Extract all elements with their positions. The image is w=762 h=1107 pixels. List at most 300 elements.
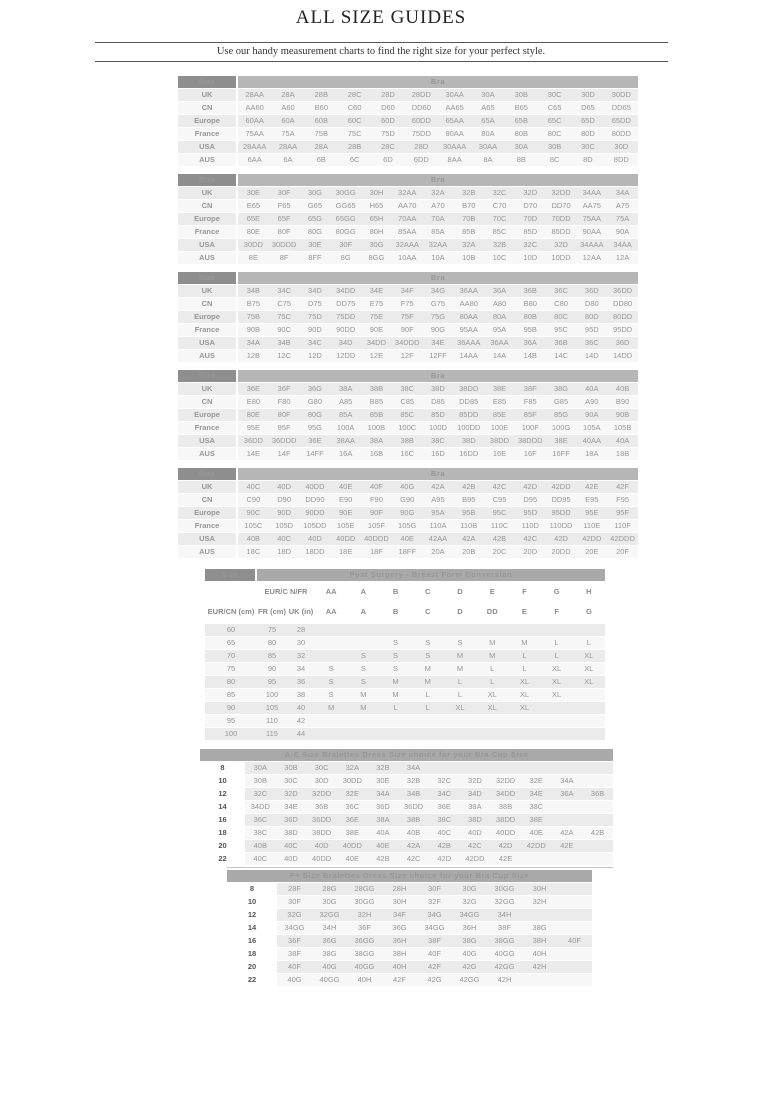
conversion-cell	[573, 702, 605, 715]
bra-size-cell: 30E	[368, 775, 399, 788]
size-cell: E95	[576, 494, 607, 507]
size-cell: 38D	[423, 383, 454, 396]
conversion-cell	[379, 715, 411, 728]
dress-size-label: 16	[227, 935, 277, 948]
size-cell: 75DD	[330, 311, 361, 324]
size-cell: 36AA	[484, 337, 515, 350]
bra-size-cell: 36B	[306, 801, 337, 814]
column-header: UK (in)	[287, 602, 315, 624]
region-label: France	[178, 324, 238, 337]
bra-size-cell: 40C	[429, 827, 460, 840]
bra-size-cell	[557, 922, 592, 935]
size-cell: 8F	[269, 252, 300, 265]
size-cell: 6DD	[405, 154, 438, 167]
cup-header: A	[347, 582, 379, 602]
conversion-cell: XL	[541, 689, 573, 702]
size-cell: A90	[576, 396, 607, 409]
region-label: Europe	[178, 311, 238, 324]
bralettes-ae-section	[0, 749, 762, 866]
size-cell: 105E	[330, 520, 361, 533]
bralette-row	[200, 775, 613, 788]
bralette-row	[200, 827, 613, 840]
size-cell: 34AA	[607, 239, 638, 252]
post-row	[205, 676, 605, 689]
size-cell: 95C	[546, 324, 577, 337]
size-cell: 28D	[371, 89, 404, 102]
bra-size-cell: 40GG	[487, 948, 522, 961]
size-cell: 8B	[505, 154, 538, 167]
bra-size-cell	[557, 896, 592, 909]
size-cell: 40A	[576, 383, 607, 396]
size-cell: 6C	[338, 154, 371, 167]
conversion-cell: L	[412, 702, 444, 715]
size-cell: 30AA	[438, 89, 471, 102]
size-cell: 36F	[269, 383, 300, 396]
size-cell: 75F	[392, 311, 423, 324]
size-cell: 85F	[515, 409, 546, 422]
size-cell: 30GG	[330, 187, 361, 200]
size-cell: 95G	[300, 422, 331, 435]
bra-row	[178, 187, 638, 200]
size-cell: 90G	[392, 507, 423, 520]
conversion-cell: M	[444, 663, 476, 676]
size-cell: DD85	[453, 396, 484, 409]
bra-size-cell: 30C	[276, 775, 307, 788]
bra-row	[178, 200, 638, 213]
size-cell: 80C	[538, 128, 571, 141]
size-cell: 90DD	[300, 507, 331, 520]
size-cell: 6D	[371, 154, 404, 167]
conversion-cell: 30	[287, 637, 315, 650]
size-cell: 95A	[423, 507, 454, 520]
size-cell: AA65	[438, 102, 471, 115]
bra-row	[178, 533, 638, 546]
size-cell: 32A	[423, 187, 454, 200]
bra-size-cell: 40F	[557, 935, 592, 948]
conversion-cell	[444, 715, 476, 728]
size-cell: 12DD	[330, 350, 361, 363]
conversion-cell	[541, 728, 573, 741]
conversion-cell: L	[444, 676, 476, 689]
bra-size-cell: 32C	[245, 788, 276, 801]
bra-size-cell: 40B	[398, 827, 429, 840]
size-cell: 80B	[505, 128, 538, 141]
bra-size-cell: 30F	[417, 883, 452, 896]
size-cell: 28B	[338, 141, 371, 154]
size-cell: 40D	[269, 481, 300, 494]
size-cell: 36G	[300, 383, 331, 396]
size-cell: 32A	[453, 239, 484, 252]
bra-size-cell: 40DD	[306, 853, 337, 866]
size-cell: 14B	[515, 350, 546, 363]
conversion-cell	[476, 624, 508, 637]
bra-size-cell: 38G	[522, 922, 557, 935]
size-cell: C70	[484, 200, 515, 213]
size-cell: 100B	[361, 422, 392, 435]
conversion-cell: XL	[476, 702, 508, 715]
bra-size-cell	[490, 762, 521, 775]
size-cell: 40A	[607, 435, 638, 448]
size-cell: 14C	[546, 350, 577, 363]
size-cell: 100DD	[453, 422, 484, 435]
bra-size-cell: 42E	[490, 853, 521, 866]
bra-size-cell: 38A	[460, 801, 491, 814]
bra-size-cell: 30DD	[337, 775, 368, 788]
bra-size-cell	[582, 814, 613, 827]
conversion-cell: XL	[541, 663, 573, 676]
conversion-cell	[508, 624, 540, 637]
conversion-cell: XL	[573, 676, 605, 689]
bra-row	[178, 337, 638, 350]
conversion-cell: S	[379, 650, 411, 663]
bra-size-cell: 34E	[521, 788, 552, 801]
post-row	[205, 624, 605, 637]
size-cell: 90F	[361, 507, 392, 520]
size-cell: B80	[515, 298, 546, 311]
size-cell: 30H	[361, 187, 392, 200]
size-cell: G75	[423, 298, 454, 311]
bra-size-cell: 34DD	[245, 801, 276, 814]
bra-size-cell	[557, 909, 592, 922]
bra-size-cell: 42B	[429, 840, 460, 853]
bra-size-cell	[582, 801, 613, 814]
cup-header: AA	[315, 582, 347, 602]
size-cell: 40DD	[300, 481, 331, 494]
conversion-cell: 40	[287, 702, 315, 715]
bra-size-cell	[552, 801, 583, 814]
conversion-cell: 32	[287, 650, 315, 663]
bra-size-cell: 34D	[460, 788, 491, 801]
bra-size-cell: 36GG	[347, 935, 382, 948]
bra-size-cell: 42H	[487, 974, 522, 987]
bra-size-cell: 40DD	[337, 840, 368, 853]
size-cell: 70AA	[392, 213, 423, 226]
size-cell: 110A	[423, 520, 454, 533]
bra-size-cell: 30B	[276, 762, 307, 775]
bra-size-cell: 36DD	[306, 814, 337, 827]
size-cell: 30D	[605, 141, 638, 154]
size-cell: 36C	[576, 337, 607, 350]
bra-size-cell: 40B	[245, 840, 276, 853]
conversion-cell: S	[315, 676, 347, 689]
size-cell: 95E	[576, 507, 607, 520]
size-cell: 65A	[471, 115, 504, 128]
size-cell: 38A	[330, 383, 361, 396]
conversion-cell	[573, 689, 605, 702]
size-cell: D85	[423, 396, 454, 409]
bra-size-cell: 36B	[582, 788, 613, 801]
conversion-cell: 100	[257, 689, 287, 702]
size-cell: 28D	[405, 141, 438, 154]
bra-size-cell: 28G	[312, 883, 347, 896]
size-cell: 10D	[515, 252, 546, 265]
conversion-cell: XL	[508, 676, 540, 689]
size-cell: 30G	[361, 239, 392, 252]
bra-size-cell: 36H	[452, 922, 487, 935]
bra-size-table-2	[178, 174, 638, 265]
bra-size-cell: 36E	[337, 814, 368, 827]
size-cell: 34DDD	[392, 337, 423, 350]
bra-size-cell: 32H	[522, 896, 557, 909]
conversion-cell: L	[476, 676, 508, 689]
size-cell: 12F	[392, 350, 423, 363]
bralettes-fplus-section	[0, 870, 762, 987]
post-row	[205, 728, 605, 741]
size-cell: 36E	[238, 383, 269, 396]
bra-row	[178, 409, 638, 422]
size-cell: 65F	[269, 213, 300, 226]
size-cell: 75DD	[405, 128, 438, 141]
size-cell: 36AAA	[453, 337, 484, 350]
size-cell: 60A	[271, 115, 304, 128]
bra-size-cell: 38C	[245, 827, 276, 840]
size-cell: 70DD	[546, 213, 577, 226]
bra-size-cell: 34GG	[417, 922, 452, 935]
conversion-cell	[315, 715, 347, 728]
size-cell: 85C	[392, 409, 423, 422]
size-cell: 32AA	[423, 239, 454, 252]
size-cell: 30B	[538, 141, 571, 154]
region-label: CN	[178, 200, 238, 213]
bra-band: Bra	[238, 174, 638, 187]
size-cell: 30DDD	[269, 239, 300, 252]
bra-size-cell	[557, 883, 592, 896]
bra-size-cell: 40DD	[490, 827, 521, 840]
conversion-cell	[541, 715, 573, 728]
bra-size-cell	[582, 853, 613, 866]
size-cell: 36A	[515, 337, 546, 350]
size-cell: 16F	[515, 448, 546, 461]
conversion-cell: 90	[257, 663, 287, 676]
size-cell: 18F	[361, 546, 392, 559]
size-cell: 70A	[423, 213, 454, 226]
size-cell: D65	[571, 102, 604, 115]
size-cell: 12AA	[576, 252, 607, 265]
size-cell: F85	[515, 396, 546, 409]
size-cell: 38B	[392, 435, 423, 448]
size-cell: 42A	[453, 533, 484, 546]
size-cell: 40E	[392, 533, 423, 546]
size-cell: F90	[361, 494, 392, 507]
size-cell: 38E	[484, 383, 515, 396]
size-cell: 38C	[423, 435, 454, 448]
column-header: B	[379, 602, 411, 624]
bra-size-cell: 42GG	[452, 974, 487, 987]
size-cell: 8DD	[605, 154, 638, 167]
size-cell: F95	[607, 494, 638, 507]
bra-size-table-3	[178, 272, 638, 363]
bra-size-cell: 42D	[490, 840, 521, 853]
bra-row	[178, 422, 638, 435]
bra-row	[178, 546, 638, 559]
size-cell: 110E	[576, 520, 607, 533]
size-cell: 34E	[423, 337, 454, 350]
conversion-cell	[444, 624, 476, 637]
bra-size-cell: 40E	[521, 827, 552, 840]
bra-band: Bra	[238, 76, 638, 89]
size-cell: 70B	[453, 213, 484, 226]
bra-size-cell: 32C	[429, 775, 460, 788]
conversion-cell: S	[347, 676, 379, 689]
bra-size-cell: 38D	[276, 827, 307, 840]
bra-size-cell: 38F	[487, 922, 522, 935]
column-header: C	[412, 602, 444, 624]
conversion-cell	[412, 728, 444, 741]
bra-size-cell: 36G	[312, 935, 347, 948]
bra-size-cell: 30A	[245, 762, 276, 775]
bra-size-cell: 36D	[276, 814, 307, 827]
column-header: FR (cm)	[257, 602, 287, 624]
conversion-cell	[541, 624, 573, 637]
size-cell: E90	[330, 494, 361, 507]
size-cell: 34DD	[330, 285, 361, 298]
size-cell: 80D	[576, 311, 607, 324]
bra-size-cell: 40E	[337, 853, 368, 866]
size-cell: 100E	[484, 422, 515, 435]
size-cell: 8FF	[300, 252, 331, 265]
bra-size-cell: 32B	[368, 762, 399, 775]
bra-size-cell: 42GG	[487, 961, 522, 974]
conversion-cell: 60	[205, 624, 257, 637]
size-cell: D75	[300, 298, 331, 311]
conversion-cell	[444, 728, 476, 741]
cup-header: C	[412, 582, 444, 602]
size-cell: 80G	[300, 226, 331, 239]
conversion-cell	[347, 637, 379, 650]
size-cell: 65DD	[605, 115, 638, 128]
conversion-cell: L	[379, 702, 411, 715]
size-cell: 38F	[515, 383, 546, 396]
size-cell: 42F	[607, 481, 638, 494]
bra-row	[178, 128, 638, 141]
size-cell: 32B	[484, 239, 515, 252]
size-cell: 75A	[271, 128, 304, 141]
size-cell: 16E	[484, 448, 515, 461]
region-label: Europe	[178, 507, 238, 520]
size-cell: D90	[269, 494, 300, 507]
size-cell: 6A	[271, 154, 304, 167]
size-cell: A70	[423, 200, 454, 213]
bra-size-cell: 38H	[522, 935, 557, 948]
bra-band: Bra	[238, 468, 638, 481]
bra-size-cell	[552, 814, 583, 827]
size-cell: 18A	[576, 448, 607, 461]
size-cell: 42D	[515, 481, 546, 494]
size-cell: 75E	[361, 311, 392, 324]
size-cell: D95	[515, 494, 546, 507]
size-cell: 80H	[361, 226, 392, 239]
size-cell: AA80	[453, 298, 484, 311]
size-cell: 34AAA	[576, 239, 607, 252]
region-label: UK	[178, 285, 238, 298]
bra-row	[178, 154, 638, 167]
conversion-cell: 65	[205, 637, 257, 650]
size-cell: C90	[238, 494, 269, 507]
size-cell: 28A	[271, 89, 304, 102]
bra-row	[178, 115, 638, 128]
size-cell: E65	[238, 200, 269, 213]
dress-size-label: 10	[200, 775, 245, 788]
size-cell: 105D	[269, 520, 300, 533]
bra-size-cell: 38B	[398, 814, 429, 827]
bralette-row	[227, 974, 592, 987]
size-cell: 8D	[571, 154, 604, 167]
dress-size-label: 14	[200, 801, 245, 814]
size-cell: 90G	[423, 324, 454, 337]
conversion-cell: S	[379, 637, 411, 650]
bra-size-cell: 32D	[276, 788, 307, 801]
bra-size-cell	[552, 762, 583, 775]
size-cell: 20A	[423, 546, 454, 559]
size-cell: 36A	[484, 285, 515, 298]
size-cell: G65	[300, 200, 331, 213]
conversion-cell: 44	[287, 728, 315, 741]
bra-size-cell: 36D	[368, 801, 399, 814]
size-cell: 30AAA	[438, 141, 471, 154]
size-cell: DD65	[605, 102, 638, 115]
size-cell: 12FF	[423, 350, 454, 363]
bra-row	[178, 383, 638, 396]
bra-size-cell: 28H	[382, 883, 417, 896]
size-cell: 95B	[453, 507, 484, 520]
bra-size-cell: 40C	[276, 840, 307, 853]
bra-size-cell: 38GG	[487, 935, 522, 948]
size-cell: 85A	[330, 409, 361, 422]
size-cell: 34D	[300, 285, 331, 298]
bra-row	[178, 448, 638, 461]
size-cell: 100D	[423, 422, 454, 435]
size-cell: 10AA	[392, 252, 423, 265]
size-cell: 75AA	[576, 213, 607, 226]
bra-size-cell: 40D	[276, 853, 307, 866]
size-cell: D70	[515, 200, 546, 213]
bra-size-cell: 32F	[417, 896, 452, 909]
size-cell: 80DD	[605, 128, 638, 141]
size-cell: 28C	[338, 89, 371, 102]
size-cell: 100F	[515, 422, 546, 435]
conversion-cell	[315, 728, 347, 741]
conversion-cell	[315, 637, 347, 650]
size-cell: 85G	[546, 409, 577, 422]
bralette-row	[227, 961, 592, 974]
conversion-cell: L	[541, 650, 573, 663]
size-cell: 100C	[392, 422, 423, 435]
bra-size-cell: 38G	[452, 935, 487, 948]
size-cell: B85	[361, 396, 392, 409]
bra-row	[178, 494, 638, 507]
bra-size-cell	[582, 840, 613, 853]
bra-row	[178, 285, 638, 298]
bra-size-cell: 40G	[452, 948, 487, 961]
size-header: Size	[178, 370, 238, 383]
region-label: USA	[178, 141, 238, 154]
bra-size-cell: 38F	[277, 948, 312, 961]
size-cell: A95	[423, 494, 454, 507]
blank-cell	[205, 582, 257, 602]
conversion-cell: M	[379, 676, 411, 689]
size-cell: 95B	[515, 324, 546, 337]
size-cell: 80D	[571, 128, 604, 141]
region-label: AUS	[178, 154, 238, 167]
size-cell: 12C	[269, 350, 300, 363]
size-cell: 85A	[423, 226, 454, 239]
bra-row	[178, 507, 638, 520]
bra-size-cell: 32D	[460, 775, 491, 788]
size-cell: 38AA	[330, 435, 361, 448]
size-cell: 90DD	[330, 324, 361, 337]
size-cell: DD95	[546, 494, 577, 507]
size-cell: 30E	[238, 187, 269, 200]
